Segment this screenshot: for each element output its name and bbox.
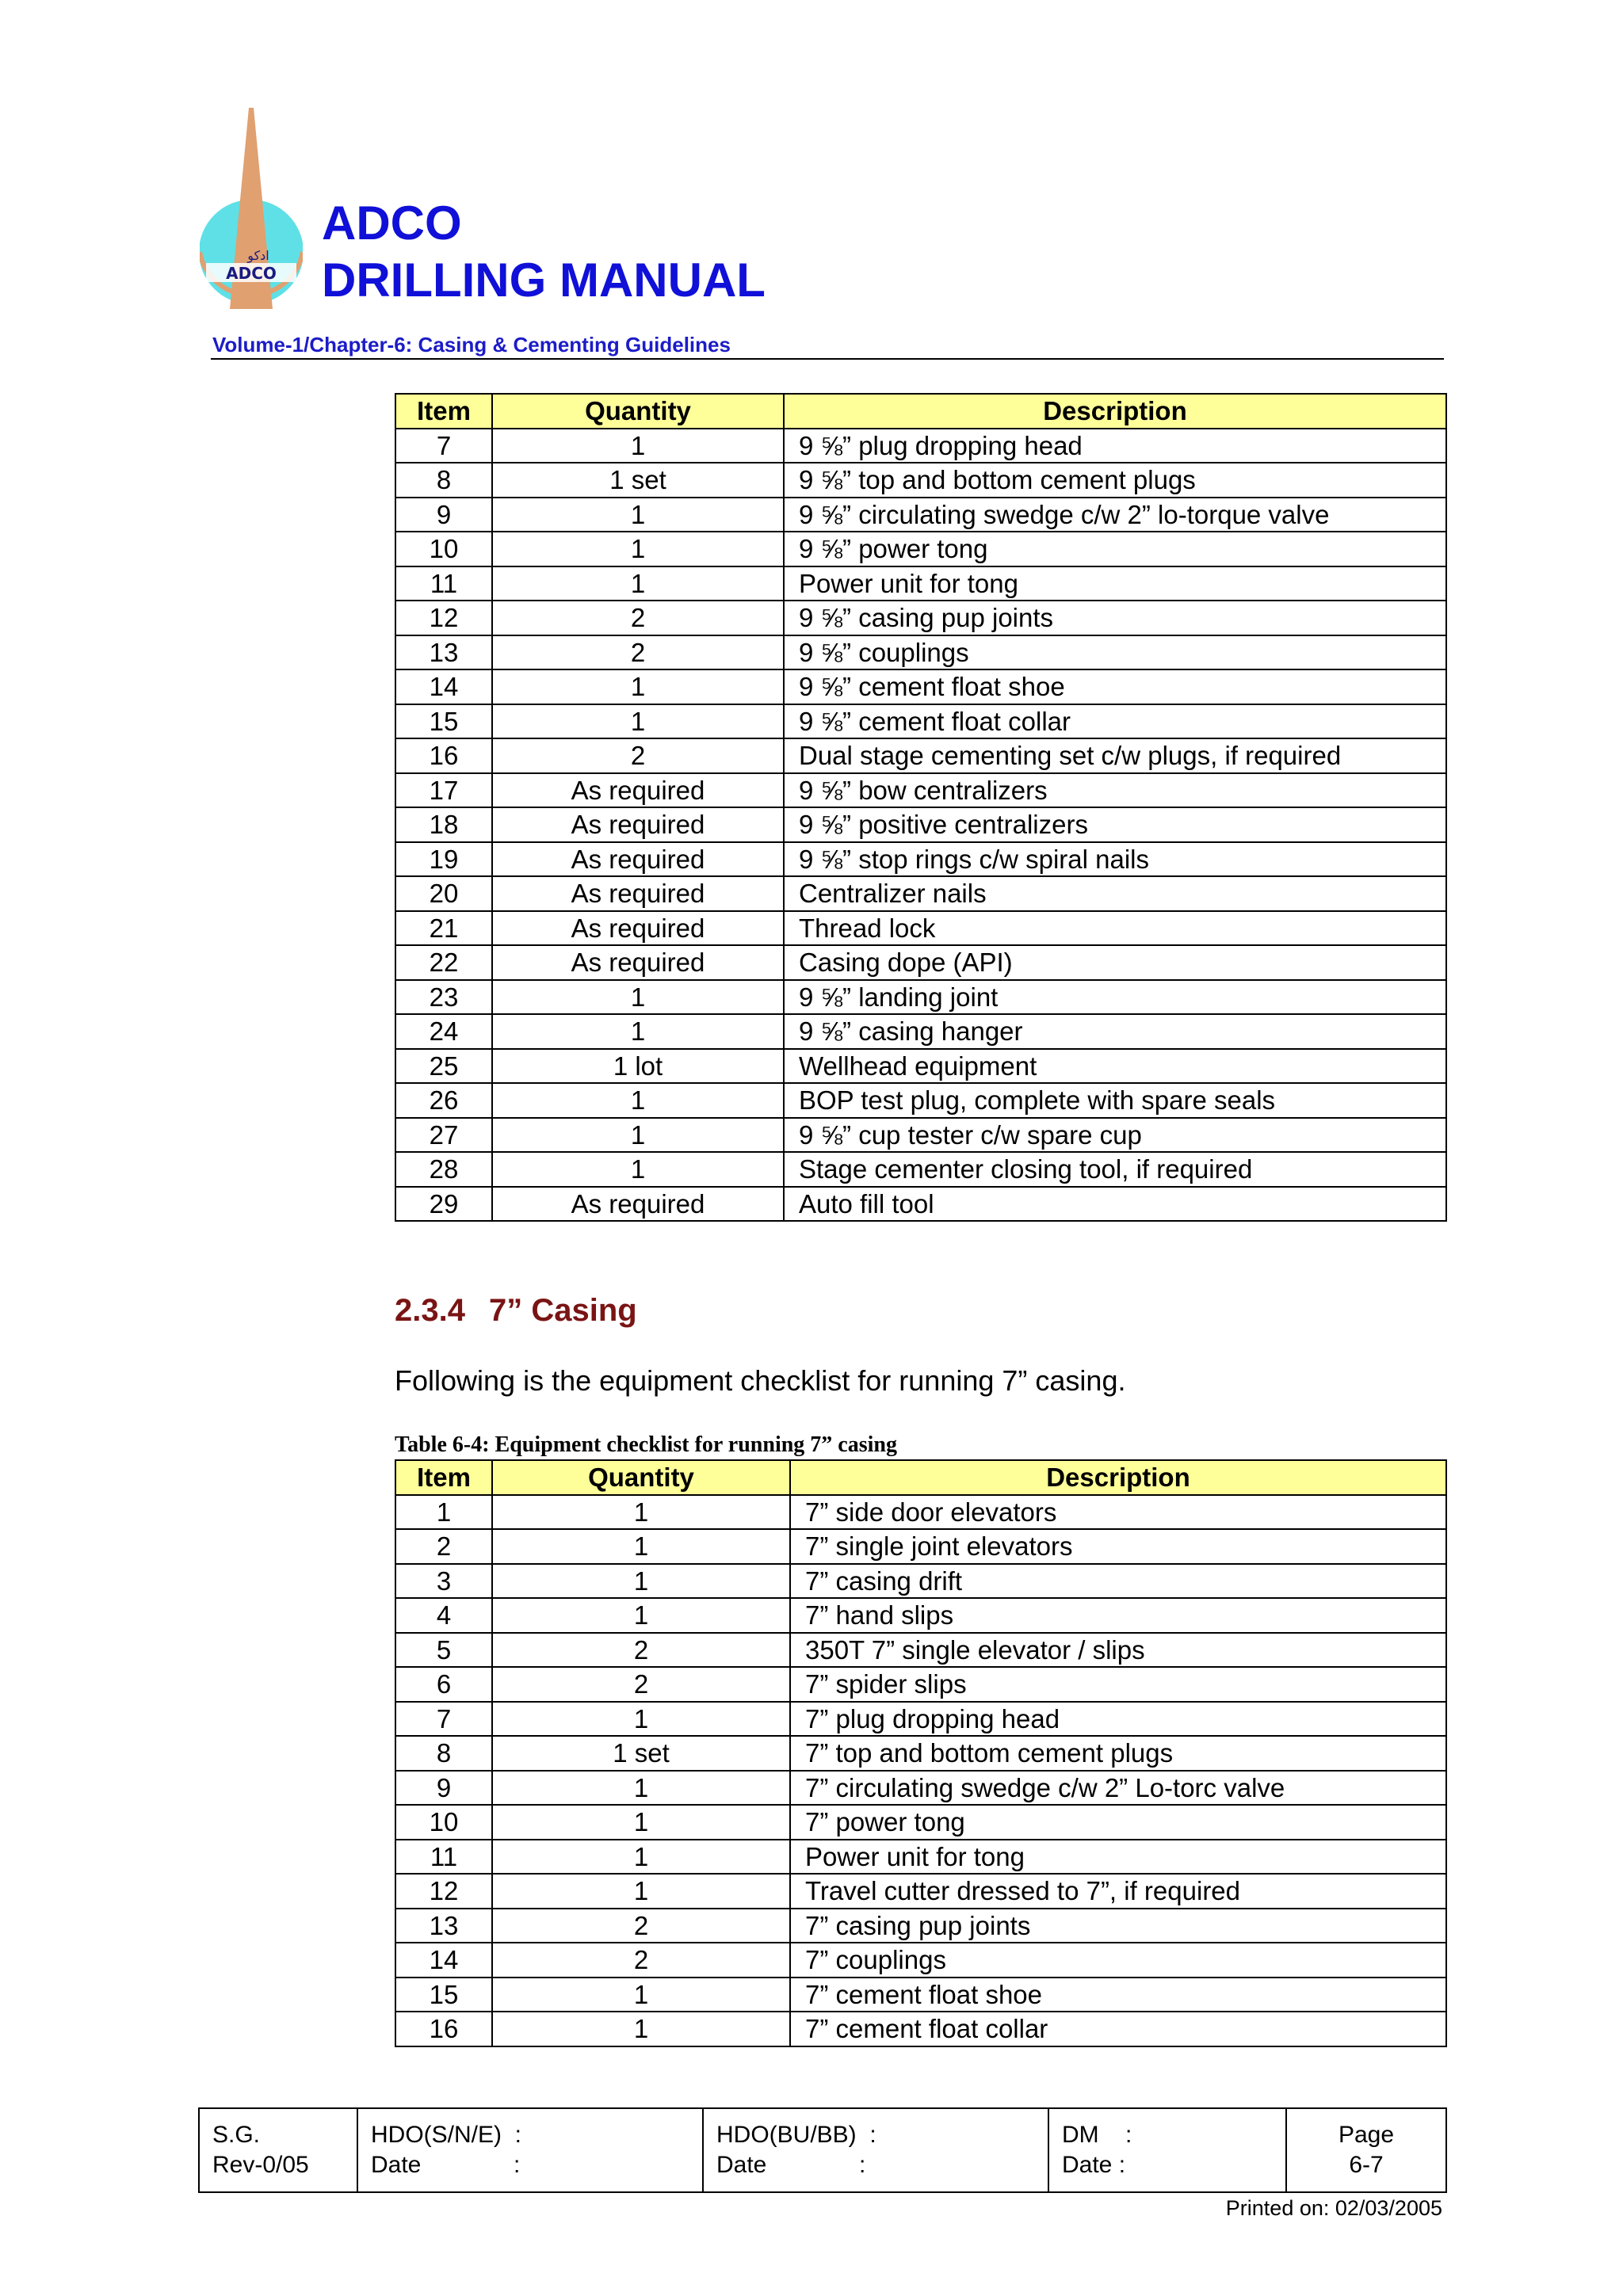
table-row	[395, 945, 1446, 980]
footer-hdo-sne-date: Date :	[371, 2152, 521, 2178]
table-row	[395, 1083, 1446, 1118]
cell-item: 2	[395, 1529, 492, 1564]
table-row	[395, 1529, 1446, 1564]
cell-description: 9 ⅝” cup tester c/w spare cup	[784, 1118, 1446, 1153]
cell-quantity: 1	[492, 532, 784, 566]
cell-description: 7” plug dropping head	[790, 1702, 1446, 1737]
table-row	[395, 1909, 1446, 1943]
cell-description: Stage cementer closing tool, if required	[784, 1152, 1446, 1187]
cell-description: Auto fill tool	[784, 1187, 1446, 1222]
table-header-row	[395, 1460, 1446, 1495]
cell-item: 14	[395, 1943, 492, 1978]
cell-item: 11	[395, 566, 492, 601]
table-row	[395, 669, 1446, 704]
cell-item: 14	[395, 669, 492, 704]
footer-hdo-sne-label: HDO(S/N/E) :	[371, 2122, 522, 2148]
cell-item: 26	[395, 1083, 492, 1118]
cell-description: 9 ⅝” power tong	[784, 532, 1446, 566]
cell-quantity: 1	[492, 2012, 790, 2046]
table-row	[395, 876, 1446, 911]
table-caption: Table 6-4: Equipment checklist for running 7” casing	[395, 1432, 897, 1457]
table-row	[395, 429, 1446, 463]
cell-item: 18	[395, 807, 492, 842]
table-row	[395, 980, 1446, 1015]
section-heading	[395, 1293, 637, 1329]
table-row	[395, 911, 1446, 946]
table-row	[395, 1118, 1446, 1153]
printed-on-date: Printed on: 02/03/2005	[1225, 2196, 1442, 2220]
cell-description: Power unit for tong	[784, 566, 1446, 601]
table-row	[395, 566, 1446, 601]
cell-description: Power unit for tong	[790, 1840, 1446, 1875]
cell-item: 19	[395, 842, 492, 877]
table-row	[395, 773, 1446, 808]
cell-item: 7	[395, 1702, 492, 1737]
footer-revision: Rev-0/05	[212, 2152, 309, 2178]
cell-description: 9 ⅝” stop rings c/w spiral nails	[784, 842, 1446, 877]
cell-description: 7” casing pup joints	[790, 1909, 1446, 1943]
cell-item: 22	[395, 945, 492, 980]
cell-item: 29	[395, 1187, 492, 1222]
table-row	[395, 1874, 1446, 1909]
cell-item: 13	[395, 1909, 492, 1943]
cell-quantity: 2	[492, 1667, 790, 1702]
cell-item: 16	[395, 2012, 492, 2046]
cell-quantity: 1	[492, 1978, 790, 2012]
cell-item: 23	[395, 980, 492, 1015]
header-item: Item	[395, 1460, 492, 1495]
footer-page-number: 6-7	[1349, 2152, 1384, 2178]
cell-item: 4	[395, 1598, 492, 1633]
table-row	[395, 2012, 1446, 2046]
cell-description: Dual stage cementing set c/w plugs, if required	[784, 738, 1446, 773]
cell-description: 9 ⅝” landing joint	[784, 980, 1446, 1015]
cell-quantity: 1	[492, 980, 784, 1015]
table-body	[395, 1495, 1446, 2046]
cell-quantity: As required	[492, 876, 784, 911]
table-row	[395, 1598, 1446, 1633]
cell-item: 28	[395, 1152, 492, 1187]
cell-description: 7” top and bottom cement plugs	[790, 1736, 1446, 1771]
cell-description: 9 ⅝” couplings	[784, 635, 1446, 670]
cell-quantity: As required	[492, 911, 784, 946]
adco-logo	[200, 108, 303, 309]
table-row	[395, 704, 1446, 739]
cell-quantity: 2	[492, 1943, 790, 1978]
cell-item: 25	[395, 1049, 492, 1084]
footer-cell-hdo-sne	[357, 2108, 703, 2192]
cell-quantity: 1	[492, 1805, 790, 1840]
table-row	[395, 1564, 1446, 1599]
cell-description: Centralizer nails	[784, 876, 1446, 911]
cell-quantity: 2	[492, 738, 784, 773]
cell-item: 21	[395, 911, 492, 946]
cell-quantity: 1	[492, 669, 784, 704]
cell-quantity: 1 lot	[492, 1049, 784, 1084]
cell-quantity: 1	[492, 704, 784, 739]
cell-item: 16	[395, 738, 492, 773]
header-item: Item	[395, 394, 492, 429]
header-quantity: Quantity	[492, 1460, 790, 1495]
table-row	[395, 738, 1446, 773]
footer-cell-hdo-bubb	[703, 2108, 1048, 2192]
table-row	[395, 842, 1446, 877]
cell-item: 6	[395, 1667, 492, 1702]
cell-description: 9 ⅝” cement float shoe	[784, 669, 1446, 704]
cell-quantity: 2	[492, 601, 784, 635]
cell-quantity: 1 set	[492, 463, 784, 498]
footer-sg-label: S.G.	[212, 2122, 261, 2148]
cell-description: 9 ⅝” circulating swedge c/w 2” lo-torque valve	[784, 498, 1446, 532]
cell-item: 10	[395, 1805, 492, 1840]
cell-description: 9 ⅝” plug dropping head	[784, 429, 1446, 463]
cell-description: 7” circulating swedge c/w 2” Lo-torc valve	[790, 1771, 1446, 1806]
footer-row	[199, 2108, 1446, 2192]
header-quantity: Quantity	[492, 394, 784, 429]
cell-description: 7” power tong	[790, 1805, 1446, 1840]
cell-quantity: 1	[492, 1529, 790, 1564]
cell-quantity: 1	[492, 1702, 790, 1737]
footer-page-label: Page	[1338, 2122, 1395, 2148]
table-row	[395, 807, 1446, 842]
cell-description: 7” side door elevators	[790, 1495, 1446, 1530]
cell-quantity: 1	[492, 1771, 790, 1806]
table-row	[395, 1702, 1446, 1737]
cell-quantity: 1	[492, 1598, 790, 1633]
chapter-subtitle: Volume-1/Chapter-6: Casing & Cementing Guidelines	[212, 333, 731, 357]
cell-description: 9 ⅝” casing hanger	[784, 1014, 1446, 1049]
cell-item: 1	[395, 1495, 492, 1530]
cell-item: 12	[395, 1874, 492, 1909]
cell-item: 13	[395, 635, 492, 670]
cell-description: 7” couplings	[790, 1943, 1446, 1978]
table-row	[395, 1943, 1446, 1978]
footer-dm-date: Date :	[1062, 2152, 1126, 2178]
cell-quantity: As required	[492, 807, 784, 842]
equipment-table-7-inch	[395, 1459, 1447, 2047]
table-row	[395, 1667, 1446, 1702]
footer-hdo-bubb-label: HDO(BU/BB) :	[716, 2122, 876, 2148]
table-row	[395, 463, 1446, 498]
brand-line-manual: DRILLING MANUAL	[322, 254, 766, 307]
cell-quantity: 2	[492, 635, 784, 670]
cell-quantity: 1 set	[492, 1736, 790, 1771]
cell-quantity: 1	[492, 1083, 784, 1118]
table-row	[395, 635, 1446, 670]
table-row	[395, 601, 1446, 635]
footer-dm-label: DM :	[1062, 2122, 1132, 2148]
cell-quantity: 1	[492, 1495, 790, 1530]
cell-item: 27	[395, 1118, 492, 1153]
cell-item: 5	[395, 1633, 492, 1668]
cell-item: 8	[395, 1736, 492, 1771]
cell-description: Thread lock	[784, 911, 1446, 946]
cell-description: Casing dope (API)	[784, 945, 1446, 980]
cell-item: 9	[395, 1771, 492, 1806]
section-intro-text: Following is the equipment checklist for running 7” casing.	[395, 1364, 1126, 1397]
cell-quantity: 2	[492, 1633, 790, 1668]
cell-item: 24	[395, 1014, 492, 1049]
cell-description: 7” hand slips	[790, 1598, 1446, 1633]
cell-description: 9 ⅝” top and bottom cement plugs	[784, 463, 1446, 498]
header-divider	[211, 358, 1444, 360]
header-description: Description	[790, 1460, 1446, 1495]
cell-description: Travel cutter dressed to 7”, if required	[790, 1874, 1446, 1909]
cell-description: 7” cement float shoe	[790, 1978, 1446, 2012]
cell-quantity: As required	[492, 842, 784, 877]
cell-description: 9 ⅝” positive centralizers	[784, 807, 1446, 842]
table-row	[395, 1771, 1446, 1806]
table-row	[395, 1014, 1446, 1049]
cell-item: 11	[395, 1840, 492, 1875]
footer-cell-dm	[1048, 2108, 1286, 2192]
table-row	[395, 1187, 1446, 1222]
header-description: Description	[784, 394, 1446, 429]
table-body	[395, 429, 1446, 1222]
table-row	[395, 1736, 1446, 1771]
cell-description: BOP test plug, complete with spare seals	[784, 1083, 1446, 1118]
cell-item: 10	[395, 532, 492, 566]
cell-item: 17	[395, 773, 492, 808]
table-row	[395, 532, 1446, 566]
cell-quantity: 1	[492, 1014, 784, 1049]
cell-quantity: 1	[492, 1564, 790, 1599]
table-row	[395, 498, 1446, 532]
footer-hdo-bubb-date: Date :	[716, 2152, 866, 2178]
table-row	[395, 1805, 1446, 1840]
document-brand	[322, 195, 766, 309]
table-row	[395, 1049, 1446, 1084]
cell-item: 15	[395, 704, 492, 739]
cell-quantity: 1	[492, 429, 784, 463]
cell-item: 7	[395, 429, 492, 463]
cell-description: 7” cement float collar	[790, 2012, 1446, 2046]
cell-quantity: 1	[492, 1874, 790, 1909]
table-row	[395, 1978, 1446, 2012]
cell-quantity: 1	[492, 566, 784, 601]
cell-quantity: 2	[492, 1909, 790, 1943]
cell-description: Wellhead equipment	[784, 1049, 1446, 1084]
cell-item: 3	[395, 1564, 492, 1599]
section-title: 7” Casing	[488, 1293, 637, 1328]
table-header-row	[395, 394, 1446, 429]
footer-cell-sg	[199, 2108, 357, 2192]
cell-quantity: 1	[492, 1118, 784, 1153]
brand-line-adco: ADCO	[322, 196, 462, 250]
cell-item: 15	[395, 1978, 492, 2012]
table-row	[395, 1152, 1446, 1187]
table-row	[395, 1633, 1446, 1668]
equipment-table-9-5-8-continued	[395, 393, 1447, 1222]
cell-description: 9 ⅝” cement float collar	[784, 704, 1446, 739]
table-row	[395, 1495, 1446, 1530]
cell-item: 20	[395, 876, 492, 911]
cell-description: 350T 7” single elevator / slips	[790, 1633, 1446, 1668]
cell-item: 12	[395, 601, 492, 635]
footer-cell-page	[1286, 2108, 1446, 2192]
section-number: 2.3.4	[395, 1293, 465, 1328]
cell-quantity: 1	[492, 1152, 784, 1187]
cell-quantity: 1	[492, 498, 784, 532]
cell-description: 7” single joint elevators	[790, 1529, 1446, 1564]
cell-description: 7” casing drift	[790, 1564, 1446, 1599]
cell-item: 8	[395, 463, 492, 498]
table-row	[395, 1840, 1446, 1875]
cell-quantity: As required	[492, 1187, 784, 1222]
logo-arabic-text: ادكو	[247, 248, 269, 263]
cell-quantity: As required	[492, 773, 784, 808]
cell-description: 9 ⅝” bow centralizers	[784, 773, 1446, 808]
logo-text: ADCO	[226, 264, 277, 283]
page-footer-table	[198, 2107, 1447, 2193]
cell-item: 9	[395, 498, 492, 532]
cell-description: 9 ⅝” casing pup joints	[784, 601, 1446, 635]
cell-description: 7” spider slips	[790, 1667, 1446, 1702]
cell-quantity: As required	[492, 945, 784, 980]
cell-quantity: 1	[492, 1840, 790, 1875]
